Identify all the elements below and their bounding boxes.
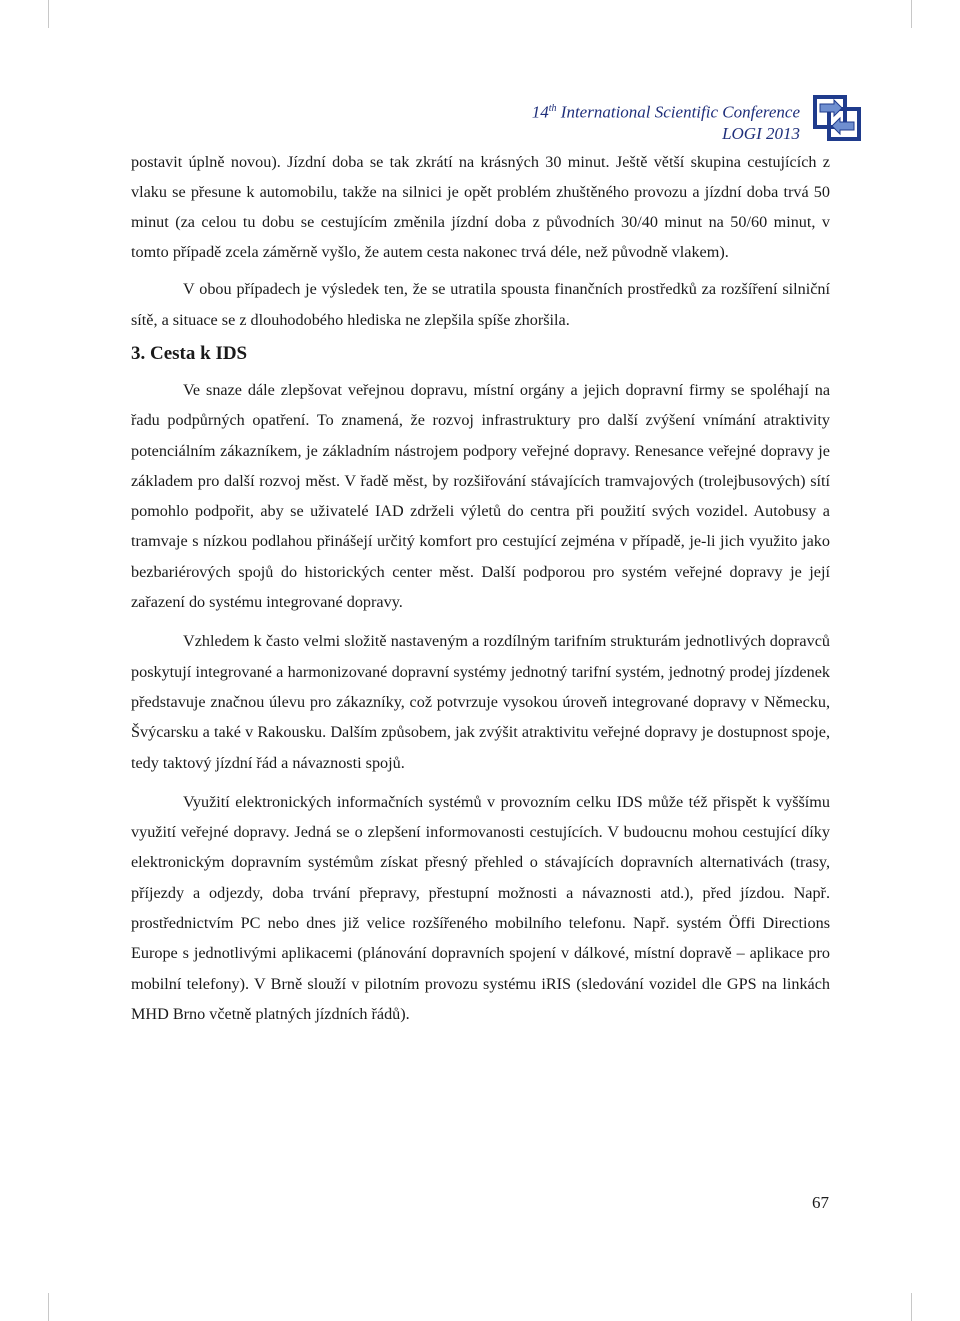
- crop-mark-top-left: [48, 0, 49, 28]
- paragraph-electronic-systems: Využití elektronických informačních systémů v provozním celku IDS může též přispět k vyššímu využití veřejné dopravy. Jedná se o zlepšení informovanosti cestujících. V budoucnu mohou cestující díky elektronickým dopravním systémům získat přesný přehled o stávajících dopravních alternativách (trasy, příjezdy a odjezdy, doba trvání přepravy, přestupní možnosti a návaznosti atd.), před jízdou. Např. prostřednictvím PC nebo dnes již velice rozšířeného mobilního telefonu. Např. systém Öffi Directions Europe s jednotlivými aplikacemi (plánování dopravních spojení v dálkové, místní dopravě – aplikace pro mobilní telefony). V Brně slouží v pilotním provozu systému iRIS (sledování vozidel dle GPS na linkách MHD Brno včetně platných jízdních řádů).: [131, 792, 830, 1023]
- page-number: 67: [812, 1193, 829, 1212]
- conference-superscript: th: [548, 103, 557, 114]
- crop-mark-bottom-left: [48, 1293, 49, 1321]
- conference-name: International Scientific Conference: [556, 102, 800, 122]
- conference-title: [532, 98, 800, 123]
- paragraph-continued: postavit úplně novou). Jízdní doba se tak zkrátí na krásných 30 minut. Ještě větší skupina cestujících z vlaku se přesune k automobilu, takže na silnici je opět problém zhuštěného provozu a jízdní doba trvá 50 minut (za celou tu dobu se cestujícím změnila jízdní doba z původních 30/40 minut na 50/60 minut, v tomto případě zcela záměrně vyšlo, že autem cesta nakonec trvá déle, než původně vlakem).: [131, 153, 830, 262]
- paragraph-tariff: Vzhledem k často velmi složitě nastaveným a rozdílným tarifním strukturám jednotlivých dopravců poskytují integrované a harmonizované dopravní systémy jednotný tarifní systém, jednotný prodej jízdenek představuje značnou úlevu pro zákazníky, což potvrzuje vysokou úroveň integrované dopravy v Německu, Švýcarsku a také v Rakousku. Dalším způsobem, jak zvýšit atraktivitu veřejné dopravy je dostupnost spoje, tedy taktový jízdní řád a návaznosti spojů.: [131, 632, 830, 772]
- crop-mark-top-right: [911, 0, 912, 28]
- conference-header: [532, 98, 800, 144]
- paragraph-public-transport: Ve snaze dále zlepšovat veřejnou dopravu, místní orgány a jejich dopravní firmy se spoléhají na řadu podpůrných opatření. To znamená, že rozvoj infrastruktury pro další zvýšení vnímání atraktivity potenciálním zákazníkem, je základním nástrojem podpory veřejné dopravy. Renesance veřejné dopravy je základem pro další rozvoj měst. V řadě měst, by rozšiřování stávajících tramvajových (trolejbusových) sítí pomohlo podpořit, aby se uživatelé IAD zdrželi výletů do centra při použití svých vozidel. Autobusy a tramvaje s nízkou podlahou přinášejí určitý komfort pro cestující zejména v případě, je-li jich využito jako bezbariérových spojů do historických center měst. Další podporou pro systém veřejné dopravy je její zařazení do systému integrované dopravy.: [131, 380, 830, 612]
- logi-logo-icon: [812, 94, 862, 142]
- conference-number: 14: [531, 102, 549, 122]
- crop-mark-bottom-right: [911, 1293, 912, 1321]
- paragraph-result: V obou případech je výsledek ten, že se utratila spousta finančních prostředků za rozšíření silniční sítě, a situace se z dlouhodobého hlediska ne zlepšila spíše zhoršila.: [131, 280, 830, 329]
- section-heading: 3. Cesta k IDS: [131, 342, 248, 364]
- logi-year: LOGI 2013: [722, 123, 800, 143]
- document-body: [131, 147, 830, 1029]
